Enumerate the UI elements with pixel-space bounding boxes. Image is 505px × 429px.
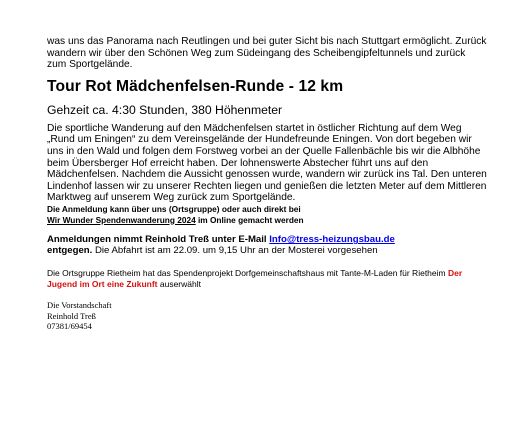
tour-subtitle: Gehzeit ca. 4:30 Stunden, 380 Höhenmeter	[47, 102, 283, 117]
departure-info: Die Abfahrt ist am 22.09. um 9,15 Uhr an der Mosterei vorgesehen	[92, 245, 378, 257]
online-registration-suffix: im Online gemacht werden	[195, 214, 304, 225]
online-registration-note	[47, 204, 487, 225]
tour-description: Die sportliche Wanderung auf den Mädchenfelsen startet in östlicher Richtung auf dem Weg „Rund um Eningen“ zu dem Vereinsgelände der Hundefreunde Eningen. Von dort begeben wir uns in den Wald und folgen dem Forstweg vorbei an der Quelle Fallenbächle bis wir die Albhöhe beim Übersberger Hof erreicht haben. Der lohnenswerte Abstecher führt uns auf den Mädchenfelsen. Nachdem die Aussicht genossen wurde, wandern wir zurück ins Tal. Den unteren Lindenhof lassen wir zu unserer Rechten liegen und genießen die letzten Meter auf dem Mittleren Marktweg auf unserem Weg zurück zum Sportgelände.	[47, 122, 487, 204]
spendenwanderung-link[interactable]: Wir Wunder Spendenwanderung 2024	[47, 214, 196, 225]
project-highlight: Der Jugend im Ort eine Zukunft	[47, 268, 463, 289]
project-paragraph	[47, 268, 487, 289]
email-link[interactable]: Info@tress-heizungsbau.de	[269, 234, 395, 246]
registration-prefix: Anmeldungen nimmt Reinhold Treß unter E-Mail	[47, 234, 270, 246]
project-prefix: Die Ortsgruppe Rietheim hat das Spendenprojekt Dorfgemeinschaftshaus mit Tante-M-Laden für Rietheim	[47, 268, 448, 279]
signature-line-1: Die Vorstandschaft	[47, 300, 112, 311]
signature-block	[47, 300, 487, 332]
signature-line-2: Reinhold Treß	[47, 310, 96, 321]
tour-title: Tour Rot Mädchenfelsen-Runde - 12 km	[47, 77, 344, 95]
registration-paragraph	[47, 234, 487, 256]
document-page	[47, 36, 487, 332]
online-registration-line1: Die Anmeldung kann über uns (Ortsgruppe) oder auch direkt bei	[47, 203, 301, 214]
intro-paragraph: was uns das Panorama nach Reutlingen und bei guter Sicht bis nach Stuttgart ermöglicht. Zurück wandern wir über den Schönen Weg zum Südeingang des Scheibengipfeltunnels und zurück zum Sportgelände.	[47, 36, 487, 71]
registration-accepts: entgegen.	[47, 245, 93, 257]
signature-line-3: 07381/69454	[47, 321, 92, 332]
project-suffix: auserwählt	[157, 278, 201, 289]
